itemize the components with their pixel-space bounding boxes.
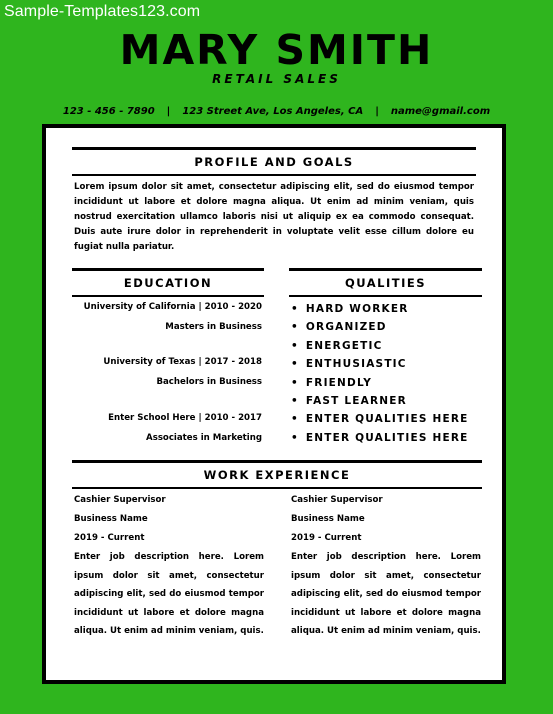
job-position: Cashier Supervisor [291, 495, 383, 505]
profile-rule-top [72, 147, 476, 150]
education-rule-bottom [72, 295, 264, 297]
street-address: 123 Street Ave, Los Angeles, CA [182, 106, 364, 117]
qualities-heading: QUALITIES [344, 276, 427, 290]
job-position: Cashier Supervisor [74, 495, 166, 505]
quality-item: • HARD WORKER [291, 300, 469, 318]
work-rule-bottom [72, 487, 482, 489]
work-rule-top [72, 460, 482, 463]
job-title: RETAIL SALES [212, 72, 341, 86]
watermark-text: Sample-Templates123.com [4, 3, 201, 20]
education-school: University of California | 2010 - 2020 [83, 302, 262, 312]
candidate-name: MARY SMITH [119, 26, 434, 74]
job-entry [291, 491, 481, 641]
contact-line [0, 106, 553, 117]
education-school: University of Texas | 2017 - 2018 [103, 357, 262, 367]
qualities-rule-top [289, 268, 482, 271]
education-heading: EDUCATION [123, 276, 213, 290]
quality-item: • ENERGETIC [291, 337, 469, 355]
quality-item: • FRIENDLY [291, 374, 469, 392]
resume-page [42, 124, 506, 684]
qualities-list [291, 300, 469, 447]
education-degree: Associates in Marketing [146, 433, 262, 443]
profile-heading: PROFILE AND GOALS [194, 155, 354, 169]
education-list [72, 298, 262, 448]
job-entry [74, 491, 264, 641]
job-company: Business Name [291, 514, 365, 524]
job-description: Enter job description here. Lorem ipsum dolor sit amet, consectetur adipiscing elit, sed do eiusmod tempor incididunt ut labore et dolore magna aliqua. Ut enim ad minim veniam, quis. [291, 552, 481, 636]
quality-item: • ENTER QUALITIES HERE [291, 410, 469, 428]
quality-item: • ORGANIZED [291, 318, 469, 336]
email-address: name@gmail.com [390, 106, 491, 117]
job-description: Enter job description here. Lorem ipsum dolor sit amet, consectetur adipiscing elit, sed do eiusmod tempor incididunt ut labore et dolore magna aliqua. Ut enim ad minim veniam, quis. [74, 552, 264, 636]
quality-item: • ENTHUSIASTIC [291, 355, 469, 373]
profile-text: Lorem ipsum dolor sit amet, consectetur adipiscing elit, sed do eiusmod tempor incididunt ut labore et dolore magna aliqua. Ut enim ad minim veniam, quis nostrud exercitation ullamco laboris nisi ut aliquip ex ea commodo consequat. Duis aute irure dolor in reprehenderit in voluptate velit esse cillum dolore eu fugiat nulla pariatur. [74, 182, 474, 252]
education-degree: Bachelors in Business [156, 377, 262, 387]
job-company: Business Name [74, 514, 148, 524]
work-heading: WORK EXPERIENCE [203, 468, 351, 482]
profile-rule-bottom [72, 174, 476, 176]
job-dates: 2019 - Current [291, 533, 362, 543]
education-rule-top [72, 268, 264, 271]
education-school: Enter School Here | 2010 - 2017 [108, 413, 262, 423]
contact-separator: | [375, 106, 379, 117]
phone-number: 123 - 456 - 7890 [62, 106, 155, 117]
quality-item: • ENTER QUALITIES HERE [291, 429, 469, 447]
education-degree: Masters in Business [165, 322, 262, 332]
contact-separator: | [166, 106, 171, 117]
job-dates: 2019 - Current [74, 533, 145, 543]
quality-item: • FAST LEARNER [291, 392, 469, 410]
qualities-rule-bottom [289, 295, 482, 297]
